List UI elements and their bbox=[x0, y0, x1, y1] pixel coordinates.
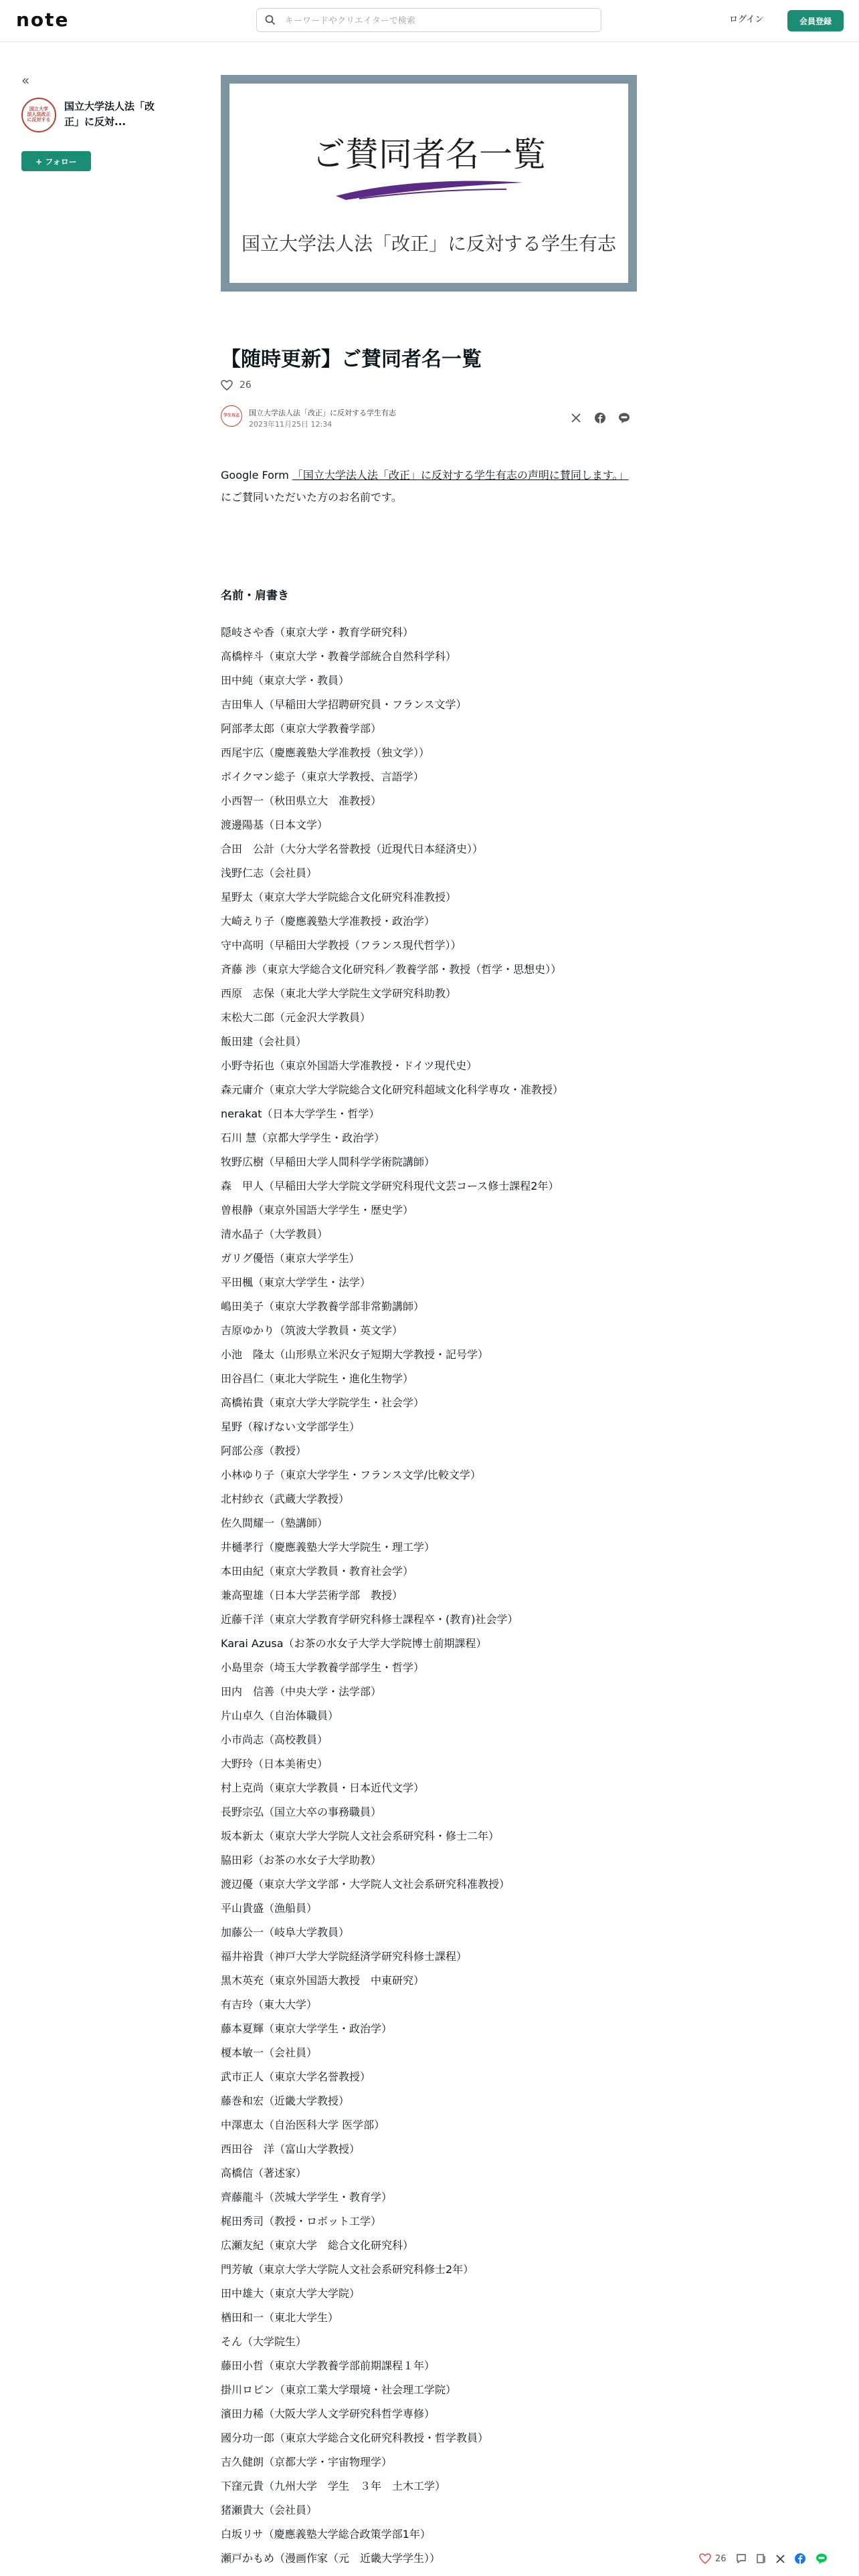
avatar-text-line: 国立大学 bbox=[29, 106, 48, 112]
supporter-name: 下窪元貴（九州大学 学生 ３年 土木工学） bbox=[221, 2480, 446, 2492]
collapse-sidebar-icon[interactable]: « bbox=[21, 72, 30, 88]
hero-subtitle: 国立大学法人法「改正」に反対する学生有志 bbox=[241, 233, 616, 255]
supporter-name: 浅野仁志（会社員） bbox=[221, 867, 318, 879]
supporter-name: 高橋祐貴（東京大学大学院学生・社会学） bbox=[221, 1396, 425, 1409]
avatar-text-line: に反対する bbox=[27, 116, 51, 122]
supporter-name: 本田由紀（東京大学教員・教育社会学） bbox=[221, 1565, 414, 1578]
share-buttons bbox=[569, 411, 632, 425]
supporter-name: 広瀬友紀（東京大学 総合文化研究科） bbox=[221, 2239, 414, 2252]
supporter-name: ボイクマン総子（東京大学教授、言語学） bbox=[221, 770, 424, 783]
supporter-name: 森 甲人（早稲田大学大学院文学研究科現代文芸コース修士課程2年） bbox=[221, 1180, 559, 1192]
post-date: 2023年11月25日 12:34 bbox=[249, 420, 332, 429]
hero-title: ご賛同者名一覧 bbox=[312, 135, 546, 174]
supporter-name: 黒木英充（東京外国語大教授 中東研究） bbox=[221, 1974, 425, 1987]
supporter-name: 斉藤 渉（東京大学総合文化研究科／教養学部・教授（哲学・思想史）） bbox=[221, 963, 562, 976]
supporter-name: 小林ゆり子（東京大学学生・フランス文学/比較文学） bbox=[221, 1469, 481, 1481]
supporter-name: 西尾宇広（慶應義塾大学准教授（独文学）） bbox=[221, 746, 430, 759]
supporter-name: 大崎えり子（慶應義塾大学准教授・政治学） bbox=[221, 915, 436, 928]
supporter-name: 阿部孝太郎（東京大学教養学部） bbox=[221, 722, 382, 735]
supporter-name: 猪瀬貴大（会社員） bbox=[221, 2504, 318, 2516]
login-link[interactable]: ログイン bbox=[729, 15, 764, 25]
swoosh-decoration bbox=[332, 176, 527, 203]
supporter-name: 吉久健朗（京都大学・宇宙物理学） bbox=[221, 2456, 393, 2468]
supporter-name-list bbox=[221, 621, 649, 2571]
supporter-name: 長野宗弘（国立大卒の事務職員） bbox=[221, 1806, 382, 1818]
supporter-name: 隠岐さや香（東京大学・教育学研究科） bbox=[221, 626, 414, 639]
supporter-name: 田谷昌仁（東北大学院生・進化生物学） bbox=[221, 1372, 414, 1385]
facebook-share-icon[interactable] bbox=[794, 2553, 806, 2565]
supporter-name: 濱田力稀（大阪大学人文学研究科哲学専修） bbox=[221, 2407, 436, 2420]
supporter-name: 片山卓久（自治体職員） bbox=[221, 1709, 339, 1722]
bottom-like-count: 26 bbox=[715, 2553, 727, 2564]
supporter-name: Karai Azusa（お茶の水女子大学大学院博士前期課程） bbox=[221, 1637, 487, 1650]
supporter-name: 高橋梓斗（東京大学・教養学部統合自然科学科） bbox=[221, 650, 457, 663]
search-icon bbox=[265, 15, 276, 25]
supporter-name: 牧野広樹（早稲田大学人間科学学術院講師） bbox=[221, 1156, 436, 1168]
like-area[interactable] bbox=[221, 380, 252, 391]
search-box[interactable] bbox=[256, 8, 601, 32]
supporter-name: 井樋孝行（慶應義塾大学大学院生・理工学） bbox=[221, 1541, 436, 1553]
supporter-name: 坂本新太（東京大学大学院人文社会系研究科・修士二年） bbox=[221, 1830, 500, 1842]
supporter-name: 榎本敏一（会社員） bbox=[221, 2046, 318, 2059]
intro-prefix: Google Form bbox=[221, 469, 292, 481]
supporter-name: 高橋信（著述家） bbox=[221, 2167, 307, 2179]
supporter-name: 藤巻和宏（近畿大学教授） bbox=[221, 2095, 350, 2107]
supporter-name: 有吉玲（東大大学） bbox=[221, 1998, 318, 2011]
supporter-name: 小島里奈（埼玉大学教養学部学生・哲学） bbox=[221, 1661, 425, 1674]
supporter-name: 星野（稼げない文学部学生） bbox=[221, 1420, 361, 1433]
supporter-name: 平田楓（東京大学学生・法学） bbox=[221, 1276, 371, 1289]
supporter-name: 小市尚志（高校教員） bbox=[221, 1733, 328, 1746]
signup-button[interactable]: 会員登録 bbox=[787, 10, 844, 31]
supporter-name: 佐久間耀一（塾講師） bbox=[221, 1517, 328, 1529]
supporter-name: 掛川ロビン（東京工業大学環境・社会理工学院） bbox=[221, 2383, 457, 2396]
search-input[interactable] bbox=[284, 13, 594, 29]
supporter-name: 曽根静（東京外国語大学学生・歴史学） bbox=[221, 1204, 414, 1216]
article-title: 【随時更新】ご賛同者名一覧 bbox=[221, 348, 482, 371]
x-share-icon[interactable] bbox=[569, 411, 583, 425]
intro-paragraph bbox=[221, 464, 637, 508]
hero-image-inner bbox=[229, 84, 628, 283]
supporter-name: 中澤恵太（自治医科大学 医学部） bbox=[221, 2119, 385, 2131]
note-logo[interactable]: note bbox=[16, 9, 70, 31]
supporter-name: 嶋田美子（東京大学教養学部非常勤講師） bbox=[221, 1300, 425, 1313]
facebook-share-icon[interactable] bbox=[593, 411, 607, 425]
supporter-name: 白坂リサ（慶應義塾大学総合政策学部1年） bbox=[221, 2528, 431, 2541]
supporter-name: 飯田建（会社員） bbox=[221, 1035, 307, 1048]
supporter-name: 吉田隼人（早稲田大学招聘研究員・フランス文学） bbox=[221, 698, 467, 711]
hero-image bbox=[221, 75, 637, 292]
supporter-name: 國分功一郎（東京大学総合文化研究科教授・哲学教員） bbox=[221, 2432, 489, 2444]
comment-icon[interactable] bbox=[736, 2553, 747, 2564]
supporter-name: 西田谷 洋（富山大学教授） bbox=[221, 2143, 361, 2155]
supporter-name: 門芳敏（東京大学大学院人文社会系研究科修士2年） bbox=[221, 2263, 474, 2276]
heart-icon[interactable] bbox=[221, 380, 233, 391]
supporter-name: 吉原ゆかり（筑波大学教員・英文学） bbox=[221, 1324, 403, 1337]
supporter-name: 齊藤龍斗（茨城大学学生・教育学） bbox=[221, 2191, 393, 2204]
supporter-name: 脇田彩（お茶の水女子大学助教） bbox=[221, 1854, 382, 1866]
x-share-icon[interactable] bbox=[776, 2555, 785, 2563]
supporter-name: 兼高聖雄（日本大学芸術学部 教授） bbox=[221, 1589, 403, 1602]
supporter-name: 北村紗衣（武蔵大学教授） bbox=[221, 1493, 350, 1505]
supporter-name: 小野寺拓也（東京外国語大学准教授・ドイツ現代史） bbox=[221, 1059, 478, 1072]
line-share-icon[interactable] bbox=[617, 411, 632, 425]
supporter-name: nerakat（日本大学学生・哲学） bbox=[221, 1107, 380, 1120]
supporter-name: 藤本夏輝（東京大学学生・政治学） bbox=[221, 2022, 393, 2035]
magazine-icon[interactable] bbox=[756, 2553, 767, 2564]
supporter-name: 渡辺優（東京大学文学部・大学院人文社会系研究科准教授） bbox=[221, 1878, 510, 1891]
supporter-name: そん（大学院生） bbox=[221, 2335, 307, 2348]
line-share-icon[interactable] bbox=[816, 2553, 828, 2565]
supporter-name: 末松大二郎（元金沢大学教員） bbox=[221, 1011, 371, 1024]
supporter-name: 森元庸介（東京大学大学院総合文化研究科超域文化科学専攻・准教授） bbox=[221, 1083, 564, 1096]
supporter-name: 大野玲（日本美術史） bbox=[221, 1757, 328, 1770]
supporter-name: 阿部公彦（教授） bbox=[221, 1444, 307, 1457]
supporter-name: 守中高明（早稲田大学教授（フランス現代哲学）） bbox=[221, 939, 462, 952]
intro-suffix: にご賛同いただいた方のお名前です。 bbox=[221, 491, 402, 504]
bottom-action-bar bbox=[699, 2551, 828, 2567]
supporter-name: 田内 信善（中央大学・法学部） bbox=[221, 1685, 382, 1698]
avatar-text-line: 法人法改正 bbox=[27, 112, 51, 118]
supporter-name: 渡邊陽基（日本文学） bbox=[221, 819, 328, 831]
list-heading: 名前・肩書き bbox=[221, 589, 289, 603]
google-form-link[interactable]: 「国立大学法人法「改正」に反対する学生有志の声明に賛同します。」 bbox=[292, 469, 629, 481]
supporter-name: 瀬戸かもめ（漫画作家（元 近畿大学学生）） bbox=[221, 2552, 441, 2565]
bottom-like-button[interactable] bbox=[699, 2553, 727, 2564]
supporter-name: 武市正人（東京大学名誉教授） bbox=[221, 2070, 371, 2083]
supporter-name: 田中純（東京大学・教員） bbox=[221, 674, 350, 687]
supporter-name: 西原 志保（東北大学大学院生文学研究科助教） bbox=[221, 987, 457, 1000]
supporter-name: 小池 隆太（山形県立米沢女子短期大学教授・記号学） bbox=[221, 1348, 489, 1361]
supporter-name: 清水晶子（大学教員） bbox=[221, 1228, 328, 1241]
like-count: 26 bbox=[240, 380, 252, 391]
supporter-name: 藤田小哲（東京大学教養学部前期課程１年） bbox=[221, 2359, 436, 2372]
author-avatar[interactable]: 学生有志 bbox=[221, 405, 242, 427]
heart-icon bbox=[699, 2553, 711, 2564]
supporter-name: 村上克尚（東京大学教員・日本近代文学） bbox=[221, 1782, 425, 1794]
supporter-name: 石川 慧（京都大学学生・政治学） bbox=[221, 1132, 385, 1144]
supporter-name: 加藤公一（岐阜大学教員） bbox=[221, 1926, 350, 1939]
creator-name[interactable]: 国立大学法人法「改正」に反対... bbox=[64, 100, 155, 128]
supporter-name: 小西智一（秋田県立大 准教授） bbox=[221, 794, 382, 807]
supporter-name: 梶田秀司（教授・ロボット工学） bbox=[221, 2215, 382, 2228]
supporter-name: 楢田和一（東北大学生） bbox=[221, 2311, 339, 2324]
supporter-name: 星野太（東京大学大学院総合文化研究科准教授） bbox=[221, 891, 457, 903]
supporter-name: 合田 公計（大分大学名誉教授（近現代日本経済史）） bbox=[221, 843, 484, 855]
supporter-name: 近藤千洋（東京大学教育学研究科修士課程卒・(教育)社会学） bbox=[221, 1613, 518, 1626]
creator-avatar[interactable] bbox=[21, 98, 56, 132]
author-name[interactable]: 国立大学法人法「改正」に反対する学生有志 bbox=[249, 409, 396, 417]
supporter-name: 田中雄大（東京大学大学院） bbox=[221, 2287, 361, 2300]
follow-button[interactable]: + フォロー bbox=[21, 151, 91, 171]
supporter-name: ガリグ優悟（東京大学学生） bbox=[221, 1252, 360, 1265]
supporter-name: 福井裕貴（神戸大学大学院経済学研究科修士課程） bbox=[221, 1950, 468, 1963]
supporter-name: 平山貴盛（漁船員） bbox=[221, 1902, 318, 1915]
site-header bbox=[0, 0, 859, 42]
